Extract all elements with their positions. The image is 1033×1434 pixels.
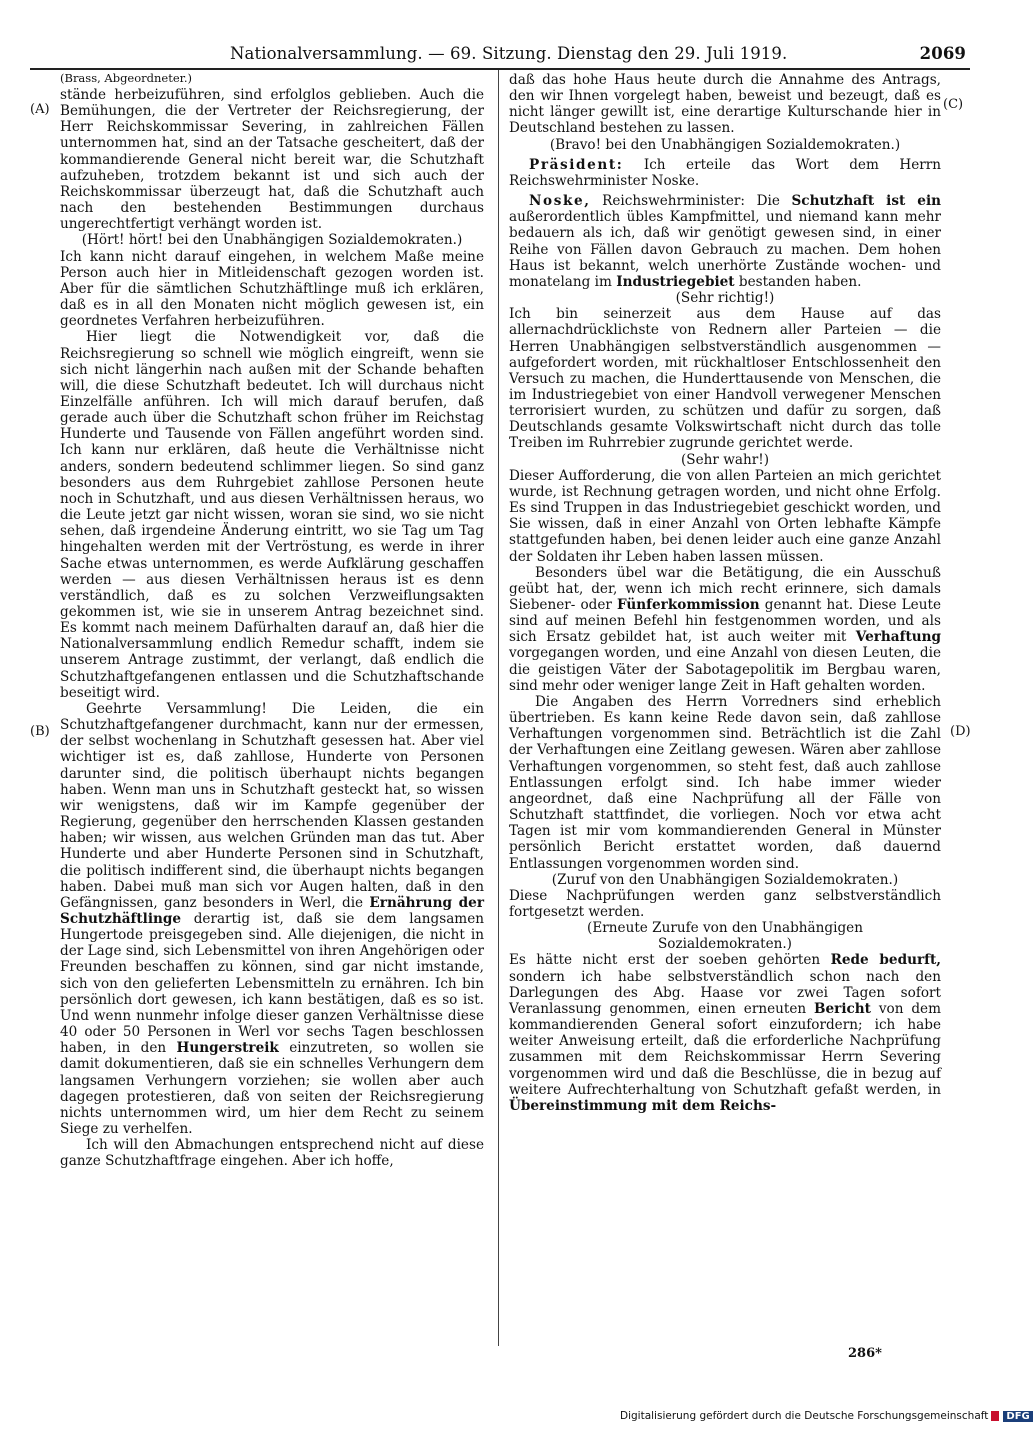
emphasis-text: Bericht [814,1000,871,1017]
margin-mark-c: (C) [943,97,964,112]
interjection: (Sehr wahr!) [681,451,769,468]
footer [620,1410,1033,1422]
emphasis-text: Industriegebiet [616,273,735,290]
paragraph-text: einzutreten, so wollen sie damit dokumentieren, daß sie ein schnelles Verhungern dem langsamen Verhungern vorziehen; sie wollen aber auch dagegen protestieren, daß von seiten der Reichsregierung nichts unternommen wird, um hier dem Recht zu seinem Siege zu verhelfen. [60,1040,484,1137]
paragraph: stände herbeizuführen, sind erfolglos geblieben. Auch die Bemühungen, die der Vertreter der Reichsregierung, der Herr Reichskommissar Severing, in zahlreichen Fällen unternommen hat, sind an der Tatsache gescheitert, daß der kommandierende General nicht bereit war, die Schutzhaft aufzuheben, trotzdem bekannt ist und sich auch der Reichskommissar überzeugt hat, daß die Schutzhaft auch nach den bestehenden Bestimmungen durchaus ungerechtfertigt verhängt worden ist. [60,87,484,233]
speaker-name: Noske, [529,193,591,210]
dfg-logo: DFG [1003,1411,1032,1422]
column-divider [498,70,499,1346]
emphasis-text: Fünferkommission [617,597,760,613]
interjection: (Hört! hört! bei den Unabhängigen Sozialdemokraten.) [81,232,463,249]
paragraph-text: vorgegangen worden, und eine Anzahl von diesen Leuten, die die geistigen Väter der Sabotagepolitik im Bergbau waren, sind mehr oder weniger lange Zeit in Haft gehalten worden. [509,645,941,694]
dfg-logo-mark [991,1411,999,1421]
speaker-paragraph [509,193,941,290]
paragraph-text: außerordentlich übles Kampfmittel, und niemand kann mehr bedauern als ich, daß wir genötigt gewesen sind, in einer Reihe von Fällen davon Gebrauch zu machen. Dem hohen Haus ist bekannt, welch unerhörte Zustände wochen- und monatelang im [509,209,941,290]
margin-mark-d: (D) [950,724,971,739]
page-number: 2069 [919,44,966,63]
emphasis-text: Ernährung der Schutzhäftlinge [60,894,484,927]
interjection: (Bravo! bei den Unabhängigen Sozialdemokraten.) [549,136,901,153]
paragraph [509,565,941,694]
footer-text: Digitalisierung gefördert durch die Deutsche Forschungsgemeinschaft [620,1410,989,1422]
page-header [30,42,970,70]
paragraph: Ich bin seinerzeit aus dem Hause auf das allernachdrücklichste von Rednern aller Parteien — die Herren Unabhängigen selbstverständlich ausgenommen — aufgefordert worden, mit rückhaltloser Entschlossenheit den Versuch zu machen, die Hunderttausende von Menschen, die im Industriegebiet von einer Handvoll verwegener Menschen terrorisiert wurden, zu schützen und dafür zu sorgen, daß Deutschlands gesamte Volkswirtschaft nicht durch das tolle Treiben im Ruhrrebier zugrunde gerichtet werde. [509,306,941,452]
paragraph: Ich will den Abmachungen entsprechend nicht auf diese ganze Schutzhaftfrage eingehen. Aber ich hoffe, [60,1137,484,1170]
left-column [60,72,484,1169]
speaker-name: Präsident: [529,156,624,173]
paragraph: Ich kann nicht darauf eingehen, in welchem Maße meine Person auch hier in Mitleidenschaft gezogen worden ist. Aber für die sämtlichen Schutzhäftlinge muß ich erklären, daß es in all den Monaten nicht möglich gewesen ist, ein geordnetes Verfahren herbeizuführen. [60,248,484,330]
emphasis-text: Übereinstimmung mit dem Reichs- [509,1097,777,1114]
emphasis-text: Schutzhaft ist ein [791,193,941,210]
paragraph-text: Besonders übel war die Betätigung, die ein Ausschuß geübt hat, der, wenn ich mich recht erinnere, sich damals Siebener- oder [509,564,941,613]
paragraph: Die Angaben des Herrn Vorredners sind erheblich übertrieben. Es kann keine Rede davon sein, daß zahllose Verhaftungen vorgenommen sind. Beträchtlich ist die Zahl der Verhaftungen eine Zeitlang gewesen. Wären aber zahllose Verhaftungen vorgenommen, so steht fest, daß auch zahllose Entlassungen erfolgt sind. Ich habe immer wieder angeordnet, daß eine Nachprüfung all der Fälle von Schutzhaft stattfindet, die vorliegen. Noch vor etwa acht Tagen ist mir vom kommandierenden General in Münster persönlich Bericht erstattet worden, daß dauernd Entlassungen vorgenommen worden sind. [509,693,941,872]
paragraph: Diese Nachprüfungen werden ganz selbstverständlich fortgesetzt werden. [509,887,941,920]
emphasis-text: Rede bedurft, [830,952,941,969]
paragraph [509,952,941,1114]
paragraph-text: sondern ich habe selbstverständlich schon nach den Darlegungen des Abg. Haase vor zwei Tagen sofort Veranlassung genommen, einen erneuten [509,968,941,1017]
interjection: (Sehr richtig!) [675,290,775,307]
interjection: (Erneute Zurufe von den Unabhängigen Sozialdemokraten.) [587,920,863,953]
paragraph: Dieser Aufforderung, die von allen Parteien an mich gerichtet wurde, ist Rechnung getragen worden, und nicht ohne Erfolg. Es sind Truppen in das Industriegebiet geschickt worden, und Sie wissen, daß in einer Anzahl von Orten lebhafte Kämpfe stattgefunden haben, bei denen leider auch eine ganze Anzahl der Soldaten ihr Leben haben lassen müssen. [509,467,941,565]
paragraph [60,329,484,701]
paragraph-text: Die [756,193,780,210]
speaker-paragraph [509,157,941,189]
paragraph [60,701,484,1137]
margin-mark-a: (A) [30,102,50,117]
paragraph-text: genannt hat. Diese Leute sind auf meinen Befehl hin festgenommen worden, und als sich Ersatz gebildet hat, ist auch weiter mit [509,597,941,646]
paragraph-text: derartig ist, daß sie dem langsamen Hungertode preisgegeben sind. Alle diejenigen, die nicht in der Lage sind, sich Lebensmittel von ihren Angehörigen oder Freunden beschaffen zu können, sind gar nicht imstande, sich von den gelieferten Lebensmitteln zu ernähren. Ich bin persönlich dort gewesen, ich kann bestätigen, daß es so ist. Und wenn nunmehr infolge dieser ganzen Verhältnisse diese 40 oder 50 Personen in Werl vor sechs Tagen beschlossen haben, in den [60,910,484,1057]
speaker-role: Reichswehrminister: [602,193,745,210]
paragraph-text: Ich erteile das Wort dem Herrn Reichswehrminister Noske. [509,156,941,189]
paragraph-text: Es kommt nach meinem Dafürhalten darauf an, daß hier die Nationalversammlung endlich Remedur schafft, indem sie unserem Antrage zustimmt, der verlangt, daß endlich die Schutzhaftgefangenen entlassen und die Schutzhaftschande beseitigt wird. [60,620,484,701]
paragraph-text: Es hätte nicht erst der soeben gehörten [509,952,821,969]
right-column [509,72,941,1114]
paragraph-text: Geehrte Versammlung! Die Leiden, die ein Schutzhaftgefangener durchmacht, kann nur der ermessen, der selbst wochenlang in Schutzhaft gesessen hat. Aber viel wichtiger ist es, daß zahllose, Hunderte von Personen darunter sind, die politisch überhaupt nichts begangen haben. Wenn man uns in Schutzhaft gesteckt hat, so wissen wir wenigstens, daß wir im Kampfe gegenüber der Regierung, gegenüber den herrschenden Klassen gestanden haben; wir wissen, aus welchen Gründen man das tut. Aber Hunderte und aber Hunderte Personen sind in Schutzhaft, die politisch indifferent sind, die überhaupt nichts begangen haben. Dabei muß man sich vor Augen halten, daß in den Gefängnissen, ganz besonders in Werl, die [60,700,484,911]
speaker-note: (Brass, Abgeordneter.) [60,71,193,85]
emphasis-text: Hungerstreik [176,1040,279,1057]
margin-mark-b: (B) [30,724,50,739]
page-header-title: Nationalversammlung. — 69. Sitzung. Dienstag den 29. Juli 1919. [230,44,788,63]
interjection: (Zuruf von den Unabhängigen Sozialdemokraten.) [551,871,899,888]
paragraph-text: bestanden haben. [738,273,862,290]
signature-mark: 286* [848,1346,882,1361]
paragraph-text: von dem kommandierenden General sofort einzufordern; ich habe weiter Anweisung erteilt, daß die erforderliche Nachprüfung zusammen mit dem Reichskommissar Herrn Severing vorgenommen wird und daß die Beschlüsse, die in bezug auf weitere Aufrechterhaltung von Schutzhaft gefaßt werden, in [509,1000,941,1098]
paragraph: daß das hohe Haus heute durch die Annahme des Antrags, den wir Ihnen vorgelegt haben, beweist und bezeugt, daß es nicht länger gewillt ist, eine derartige Kulturschande hier in Deutschland bestehen zu lassen. [509,72,941,137]
emphasis-text: Verhaftung [855,629,941,646]
paragraph-text: Hier liegt die Notwendigkeit vor, daß die Reichsregierung so schnell wie möglich eingreift, wenn sie sich nicht längerhin nach außen mit der Schande behaften will, die diese Schutzhaft bedeutet. Ich will durchaus nicht Einzelfälle anführen. Ich will mich darauf berufen, daß gerade auch über die Schutzhaft schon früher im Reichstag Hunderte und Tausende von Fällen angeführt worden sind. Ich kann nur erklären, daß heute die Verhältnisse nicht anders, sondern bedeutend schlimmer liegen. So sind ganz besonders aus dem Ruhrgebiet zahllose Personen heute noch in Schutzhaft, und aus diesen Verhältnissen heraus, wo die Leute jetzt gar nicht wissen, woran sie sind, wo sie nicht sehen, daß irgendeine Änderung eintritt, wo sie Tag um Tag hingehalten werden mit der Vertröstung, es werde in ihrer Sache etwas unternommen, es werde Aufklärung geschaffen werden — aus diesen Verhältnissen heraus ist es denn verständlich, daß es zu solchen Verzweiflungsakten gekommen ist, wie sie in unserem Antrag bezeichnet sind. [60,329,484,620]
